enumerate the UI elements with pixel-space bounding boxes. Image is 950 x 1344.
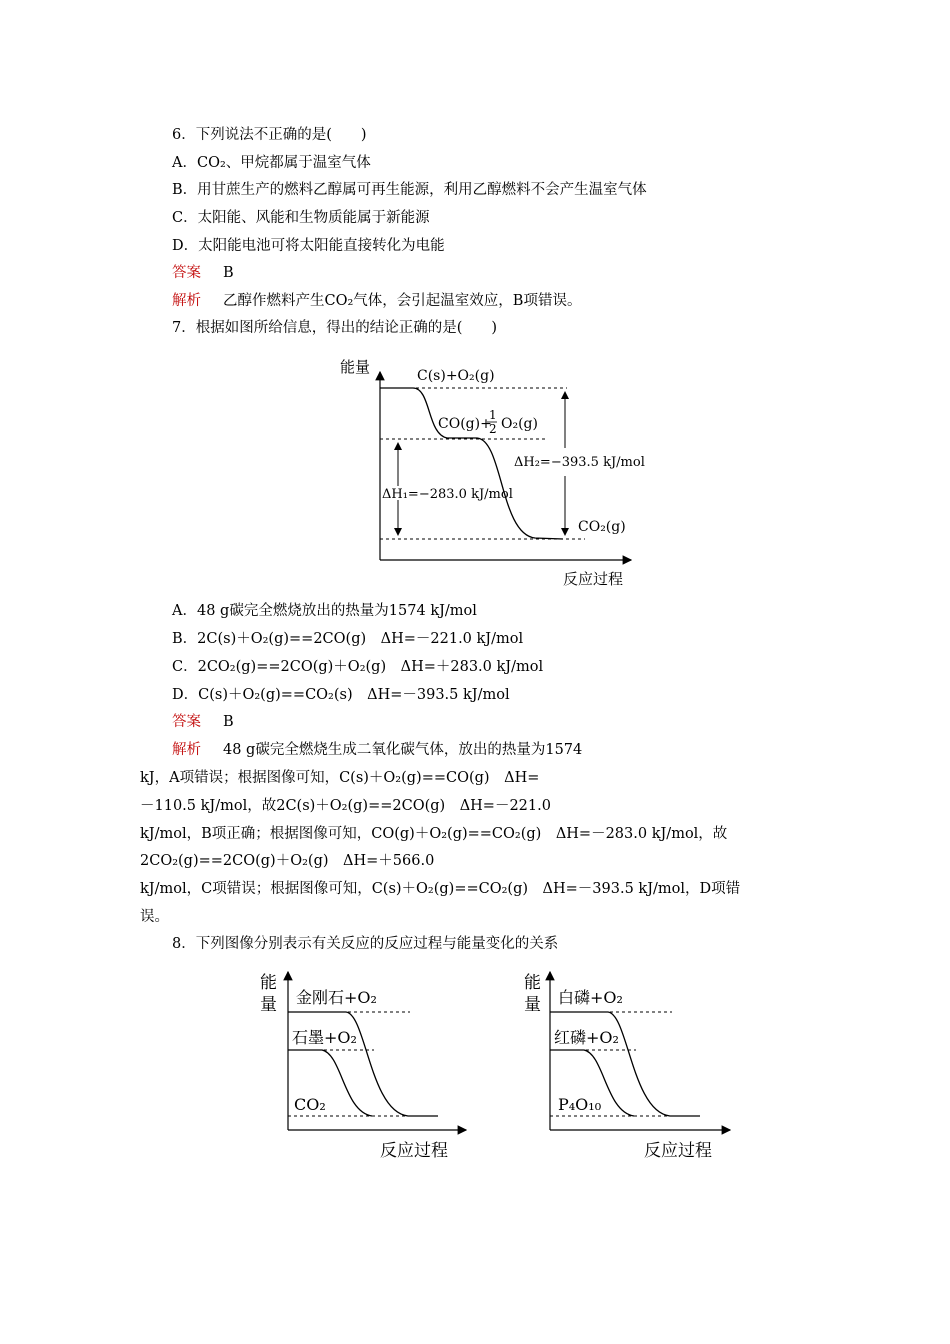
q6-option-d: D．太阳能电池可将太阳能直接转化为电能 bbox=[172, 238, 445, 254]
left-y-label-1: 能 bbox=[260, 973, 277, 993]
q7-option-d: D．C(s)＋O₂(g)==CO₂(s) ΔH=－393.5 kJ/mol bbox=[172, 687, 510, 703]
level-top-label: C(s)+O₂(g) bbox=[417, 368, 495, 384]
answer-value: B bbox=[223, 714, 234, 730]
left-y-label-2: 量 bbox=[260, 995, 277, 1015]
q7-analysis-row bbox=[172, 741, 582, 759]
x-axis-label: 反应过程 bbox=[563, 570, 624, 588]
q7-answer-row bbox=[172, 713, 234, 731]
q6-option-b: B．用甘蔗生产的燃料乙醇属可再生能源，利用乙醇燃料不会产生温室气体 bbox=[172, 182, 647, 198]
analysis-line-1: 48 g碳完全燃烧生成二氧化碳气体，放出的热量为1574 bbox=[223, 742, 583, 758]
q8-energy-diagrams bbox=[248, 962, 736, 1174]
right-x-label: 反应过程 bbox=[644, 1141, 712, 1161]
analysis-line-6: kJ/mol，C项错误；根据图像可知，C(s)＋O₂(g)==CO₂(g) ΔH=－393.5 kJ/mol，D项错 bbox=[140, 881, 741, 897]
analysis-label: 解析 bbox=[172, 293, 201, 309]
q6-stem: 6．下列说法不正确的是( ) bbox=[172, 127, 367, 143]
answer-label: 答案 bbox=[172, 265, 201, 281]
analysis-text: 乙醇作燃料产生CO₂气体，会引起温室效应，B项错误。 bbox=[223, 293, 582, 309]
analysis-line-2: kJ，A项错误；根据图像可知，C(s)＋O₂(g)==CO(g) ΔH= bbox=[140, 770, 540, 786]
left-mid-label: 石墨+O₂ bbox=[292, 1028, 357, 1047]
q6-option-c: C．太阳能、风能和生物质能属于新能源 bbox=[172, 210, 430, 226]
fraction-denominator: 2 bbox=[489, 422, 497, 436]
answer-label: 答案 bbox=[172, 714, 201, 730]
right-bottom-label: P₄O₁₀ bbox=[558, 1095, 602, 1114]
analysis-line-5: 2CO₂(g)==2CO(g)＋O₂(g) ΔH=＋566.0 bbox=[140, 853, 435, 869]
analysis-line-4: kJ/mol，B项正确；根据图像可知，CO(g)＋O₂(g)==CO₂(g) ΔH=－283.0 kJ/mol，故 bbox=[140, 826, 728, 842]
dh2-label: ΔH₂=−393.5 kJ/mol bbox=[514, 455, 645, 470]
q6-answer-row bbox=[172, 264, 234, 282]
answer-value: B bbox=[223, 265, 234, 281]
y-axis-label: 能量 bbox=[340, 358, 371, 376]
right-top-label: 白磷+O₂ bbox=[558, 988, 623, 1007]
q8-stem: 8．下列图像分别表示有关反应的反应过程与能量变化的关系 bbox=[172, 936, 559, 952]
q7-option-a: A．48 g碳完全燃烧放出的热量为1574 kJ/mol bbox=[172, 603, 477, 619]
q6-option-a: A．CO₂、甲烷都属于温室气体 bbox=[172, 155, 371, 171]
diamond-graphite-diagram bbox=[260, 972, 466, 1161]
fraction-numerator: 1 bbox=[489, 408, 497, 422]
right-mid-label: 红磷+O₂ bbox=[554, 1028, 619, 1047]
q7-energy-diagram bbox=[335, 348, 650, 593]
analysis-line-3: －110.5 kJ/mol，故2C(s)＋O₂(g)==2CO(g) ΔH=－221.0 bbox=[140, 798, 551, 814]
q7-stem: 7．根据如图所给信息，得出的结论正确的是( ) bbox=[172, 320, 498, 336]
level-mid-label-b: O₂(g) bbox=[501, 416, 538, 432]
q6-analysis-row bbox=[172, 292, 581, 310]
analysis-line-7: 误。 bbox=[140, 909, 169, 925]
left-bottom-label: CO₂ bbox=[294, 1095, 326, 1114]
right-y-label-2: 量 bbox=[524, 995, 541, 1015]
left-top-label: 金刚石+O₂ bbox=[296, 988, 377, 1007]
white-red-phosphorus-diagram bbox=[524, 972, 730, 1161]
q7-option-c: C．2CO₂(g)==2CO(g)＋O₂(g) ΔH=＋283.0 kJ/mol bbox=[172, 659, 544, 675]
level-bottom-label: CO₂(g) bbox=[578, 519, 626, 535]
dh1-label: ΔH₁=−283.0 kJ/mol bbox=[382, 487, 513, 502]
q7-option-b: B．2C(s)＋O₂(g)==2CO(g) ΔH=－221.0 kJ/mol bbox=[172, 631, 524, 647]
analysis-label: 解析 bbox=[172, 742, 201, 758]
left-x-label: 反应过程 bbox=[380, 1141, 448, 1161]
level-mid-label-a: CO(g)+ bbox=[438, 416, 492, 432]
right-y-label-1: 能 bbox=[524, 973, 541, 993]
